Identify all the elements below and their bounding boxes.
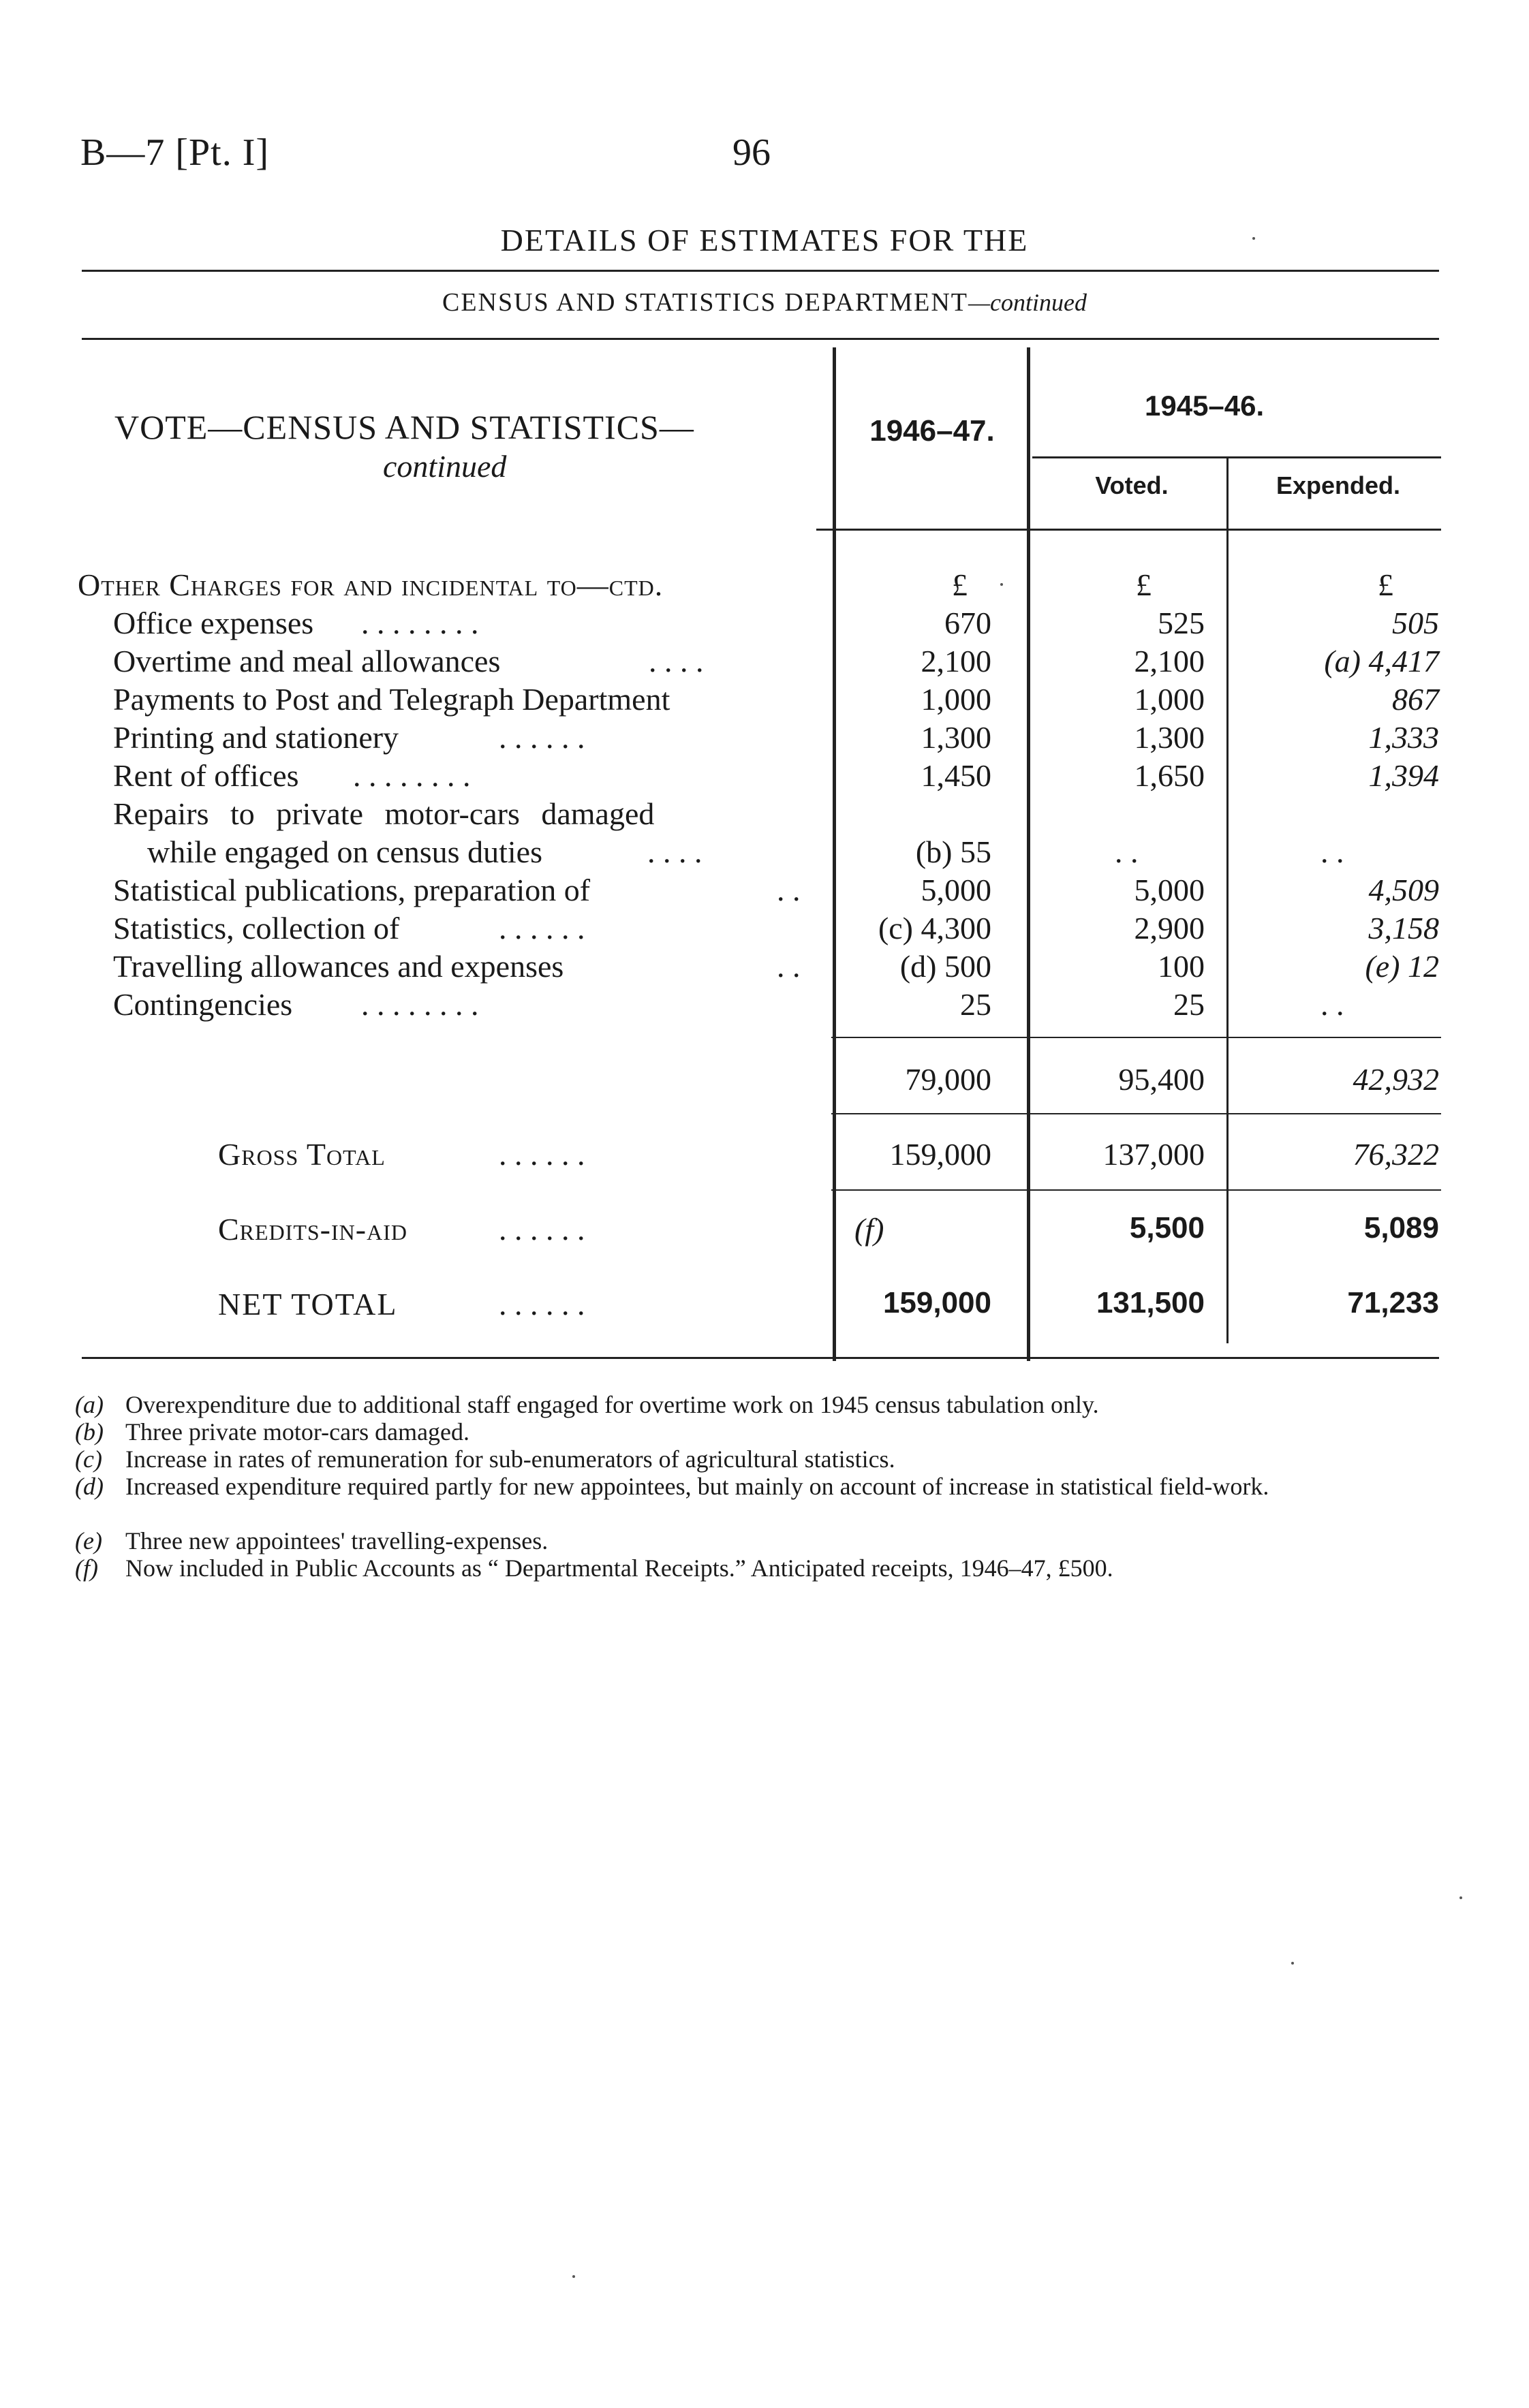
leader-dots: . . [777, 873, 801, 907]
footnote-key: (c) [75, 1445, 102, 1473]
row-label: Repairs to private motor-cars damaged [113, 796, 655, 831]
value-1946: 1,450 [921, 758, 991, 793]
row-label: Payments to Post and Telegraph Department [113, 682, 670, 717]
credits-in-aid-row [0, 1211, 1529, 1249]
scan-speck [1252, 237, 1255, 240]
title-rule [82, 270, 1439, 272]
footnote-text: Increased expenditure required partly for new appointees, but mainly on account of increase in statistical field-work. [125, 1473, 1269, 1500]
subtotal-voted: 95,400 [1118, 1062, 1205, 1097]
value-voted: 1,300 [1134, 720, 1205, 755]
gross-total-1946: 159,000 [889, 1137, 991, 1172]
value-voted: 25 [1173, 987, 1205, 1022]
gross-total-expended: 76,322 [1353, 1137, 1439, 1172]
header-bottom-rule [816, 529, 1441, 531]
subtotal-expended: 42,932 [1353, 1062, 1439, 1097]
row-label: Statistics, collection of [113, 911, 400, 945]
value-1946: (c) 4,300 [878, 911, 991, 945]
footnote-key: (e) [75, 1527, 102, 1554]
value-expended: . . [1320, 987, 1344, 1022]
footnote-key: (a) [75, 1391, 104, 1418]
table-row [0, 719, 1529, 757]
row-label: Office expenses [113, 606, 314, 640]
subtotal-1946: 79,000 [905, 1062, 991, 1097]
row-label: Travelling allowances and expenses [113, 949, 564, 984]
scan-speck [1460, 1896, 1462, 1899]
table-row [0, 872, 1529, 910]
column-voted: Voted. [1095, 471, 1169, 499]
gross-total-row [0, 1136, 1529, 1174]
vote-continued: continued [383, 449, 507, 484]
currency-expended: £ [1378, 567, 1393, 602]
leader-dots: . . . . . . [499, 1137, 585, 1172]
table-row [0, 757, 1529, 796]
leader-dots: . . . . [647, 834, 702, 869]
subtotal-row [0, 1061, 1529, 1099]
table-row [0, 796, 1529, 834]
value-expended: (e) 12 [1365, 949, 1439, 984]
value-voted: . . [1115, 834, 1139, 869]
leader-dots: . . . . . . [499, 1212, 585, 1247]
value-1946: 670 [944, 606, 991, 640]
value-voted: 2,100 [1134, 644, 1205, 678]
section-heading-row [0, 567, 1529, 605]
currency-1946: £ [952, 567, 968, 602]
page-title: DETAILS OF ESTIMATES FOR THE [500, 223, 1029, 257]
footnote-text: Increase in rates of remuneration for sub-enumerators of agricultural statistics. [125, 1445, 895, 1473]
section-label: Other Charges for and incidental to—ctd. [78, 567, 664, 602]
table-row [0, 605, 1529, 643]
table-row [0, 910, 1529, 948]
leader-dots: . . . . [649, 644, 704, 678]
gross-total-voted: 137,000 [1102, 1137, 1205, 1172]
row-label: while engaged on census duties [147, 834, 542, 869]
document-reference: B—7 [Pt. I] [80, 131, 269, 174]
value-expended: 1,333 [1368, 720, 1439, 755]
credits-in-aid-voted: 5,500 [1129, 1211, 1205, 1245]
leader-dots: . . . . . . . . [361, 987, 479, 1022]
table-row [0, 986, 1529, 1025]
subtotal-rule [831, 1037, 1441, 1038]
value-expended: (a) 4,417 [1324, 644, 1439, 678]
credits-in-aid-expended: 5,089 [1363, 1211, 1439, 1245]
footnote-text: Three private motor-cars damaged. [125, 1418, 470, 1445]
table-bottom-rule [82, 1357, 1439, 1359]
footnote [75, 1391, 1458, 1418]
table-row [0, 948, 1529, 986]
net-total-voted: 131,500 [1096, 1286, 1205, 1319]
value-voted: 1,000 [1134, 682, 1205, 717]
leader-dots: . . . . . . . . [361, 606, 479, 640]
value-expended: 4,509 [1368, 873, 1439, 907]
credits-rule [831, 1189, 1441, 1191]
credits-in-aid-1946: (f) [854, 1212, 884, 1247]
gross-total-label: Gross Total [218, 1137, 386, 1172]
table-row [0, 643, 1529, 681]
net-total-row [0, 1286, 1529, 1324]
column-1945-46: 1945–46. [1145, 390, 1265, 422]
table-row [0, 681, 1529, 719]
value-voted: 525 [1158, 606, 1205, 640]
page-number: 96 [732, 131, 771, 174]
value-1946: 5,000 [921, 873, 991, 907]
value-voted: 5,000 [1134, 873, 1205, 907]
value-1946: 1,000 [921, 682, 991, 717]
page-subtitle [0, 287, 1529, 317]
value-expended: . . [1320, 834, 1344, 869]
leader-dots: . . . . . . [499, 911, 585, 945]
row-label: Statistical publications, preparation of [113, 873, 591, 907]
subtitle-rule [82, 338, 1439, 340]
footnote-text: Now included in Public Accounts as “ Departmental Receipts.” Anticipated receipts, 1946–47, £500. [125, 1554, 1113, 1582]
footnote-text: Three new appointees' travelling-expenses. [125, 1527, 549, 1554]
column-1946-47: 1946–47. [869, 414, 995, 448]
footnote-key: (b) [75, 1418, 104, 1445]
footnote-key: (f) [75, 1554, 98, 1582]
department-name: CENSUS AND STATISTICS DEPARTMENT [442, 288, 968, 317]
footnote-key: (d) [75, 1473, 104, 1500]
table-row [0, 834, 1529, 872]
currency-voted: £ [1136, 567, 1152, 602]
row-label: Printing and stationery [113, 720, 399, 755]
footnote [75, 1445, 1458, 1473]
leader-dots: . . . . . . . . [353, 758, 471, 793]
net-total-expended: 71,233 [1347, 1286, 1439, 1319]
header-rule-1945 [1032, 456, 1441, 458]
vote-title: VOTE—CENSUS AND STATISTICS— [114, 408, 694, 446]
value-voted: 2,900 [1134, 911, 1205, 945]
leader-dots: . . . . . . [499, 1287, 585, 1322]
gross-rule [831, 1113, 1441, 1114]
value-voted: 100 [1158, 949, 1205, 984]
value-1946: (b) 55 [915, 834, 991, 869]
net-total-1946: 159,000 [882, 1286, 991, 1319]
value-voted: 1,650 [1134, 758, 1205, 793]
row-label: Contingencies [113, 987, 293, 1022]
value-1946: 2,100 [921, 644, 991, 678]
value-expended: 1,394 [1368, 758, 1439, 793]
value-1946: 25 [960, 987, 991, 1022]
footnote [75, 1418, 1458, 1445]
credits-in-aid-label: Credits-in-aid [218, 1212, 407, 1247]
value-1946: (d) 500 [899, 949, 991, 984]
leader-dots: . . [777, 949, 801, 984]
value-1946: 1,300 [921, 720, 991, 755]
value-expended: 3,158 [1368, 911, 1439, 945]
row-label: Rent of offices [113, 758, 299, 793]
column-expended: Expended. [1276, 471, 1401, 499]
footnote [75, 1527, 1458, 1554]
footnote [75, 1473, 1458, 1527]
net-total-label: NET TOTAL [218, 1287, 398, 1322]
leader-dots: . . . . . . [499, 720, 585, 755]
value-expended: 867 [1392, 682, 1439, 717]
row-label: Overtime and meal allowances [113, 644, 501, 678]
value-expended: 505 [1392, 606, 1439, 640]
continued-note: —continued [968, 289, 1087, 316]
scan-speck [1000, 583, 1003, 586]
footnote-text: Overexpenditure due to additional staff engaged for overtime work on 1945 census tabulation only. [125, 1391, 1099, 1418]
scan-speck [1291, 1962, 1294, 1965]
scan-speck [572, 2275, 575, 2278]
footnote [75, 1554, 1458, 1609]
